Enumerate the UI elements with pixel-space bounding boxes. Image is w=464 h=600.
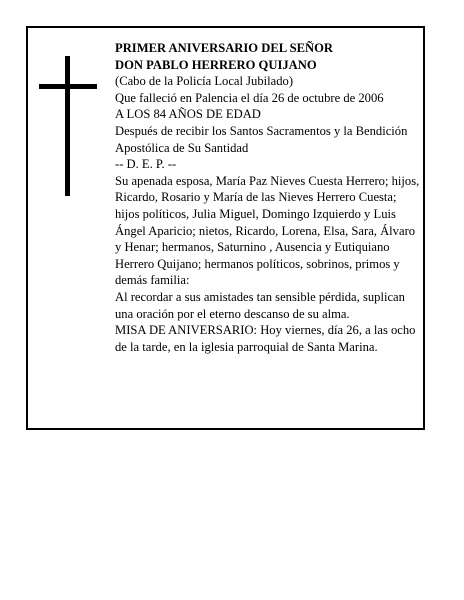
notice-text	[115, 40, 421, 355]
notice-subtitle: (Cabo de la Policía Local Jubilado)	[115, 74, 294, 89]
notice-dep: -- D. E. P. --	[115, 157, 177, 172]
obituary-notice	[26, 26, 425, 430]
cross-icon-crossbar	[39, 84, 97, 89]
notice-request: Al recordar a sus amistades tan sensible pérdida, suplican una oración por el eterno descanso de su alma.	[115, 289, 405, 321]
cross-icon	[65, 56, 70, 196]
notice-sacraments: Después de recibir los Santos Sacramentos y la Bendición Apostólica de Su Santidad	[115, 123, 408, 155]
notice-mass: MISA DE ANIVERSARIO: Hoy viernes, día 26, a las ocho de la tarde, en la iglesia parroquial de Santa Marina.	[115, 323, 416, 354]
notice-heading-line-2: DON PABLO HERRERO QUIJANO	[115, 57, 317, 72]
notice-age: A LOS 84 AÑOS DE EDAD	[115, 107, 261, 122]
notice-death-date: Que falleció en Palencia el día 26 de octubre de 2006	[115, 90, 384, 105]
notice-family: Su apenada esposa, María Paz Nieves Cuesta Herrero; hijos, Ricardo, Rosario y María de las Nieves Herrero Cuesta; hijos políticos, Julia Miguel, Domingo Izquierdo y Luis Ángel Aparicio; nietos, Ricardo, Lorena, Elsa, Sara, Álvaro y Henar; hermanos, Saturnino , Ausencia y Eutiquiano Herrero Quijano; hermanos políticos, sobrinos, primos y demás familia:	[115, 173, 420, 288]
notice-heading-line-1: PRIMER ANIVERSARIO DEL SEÑOR	[115, 41, 333, 55]
